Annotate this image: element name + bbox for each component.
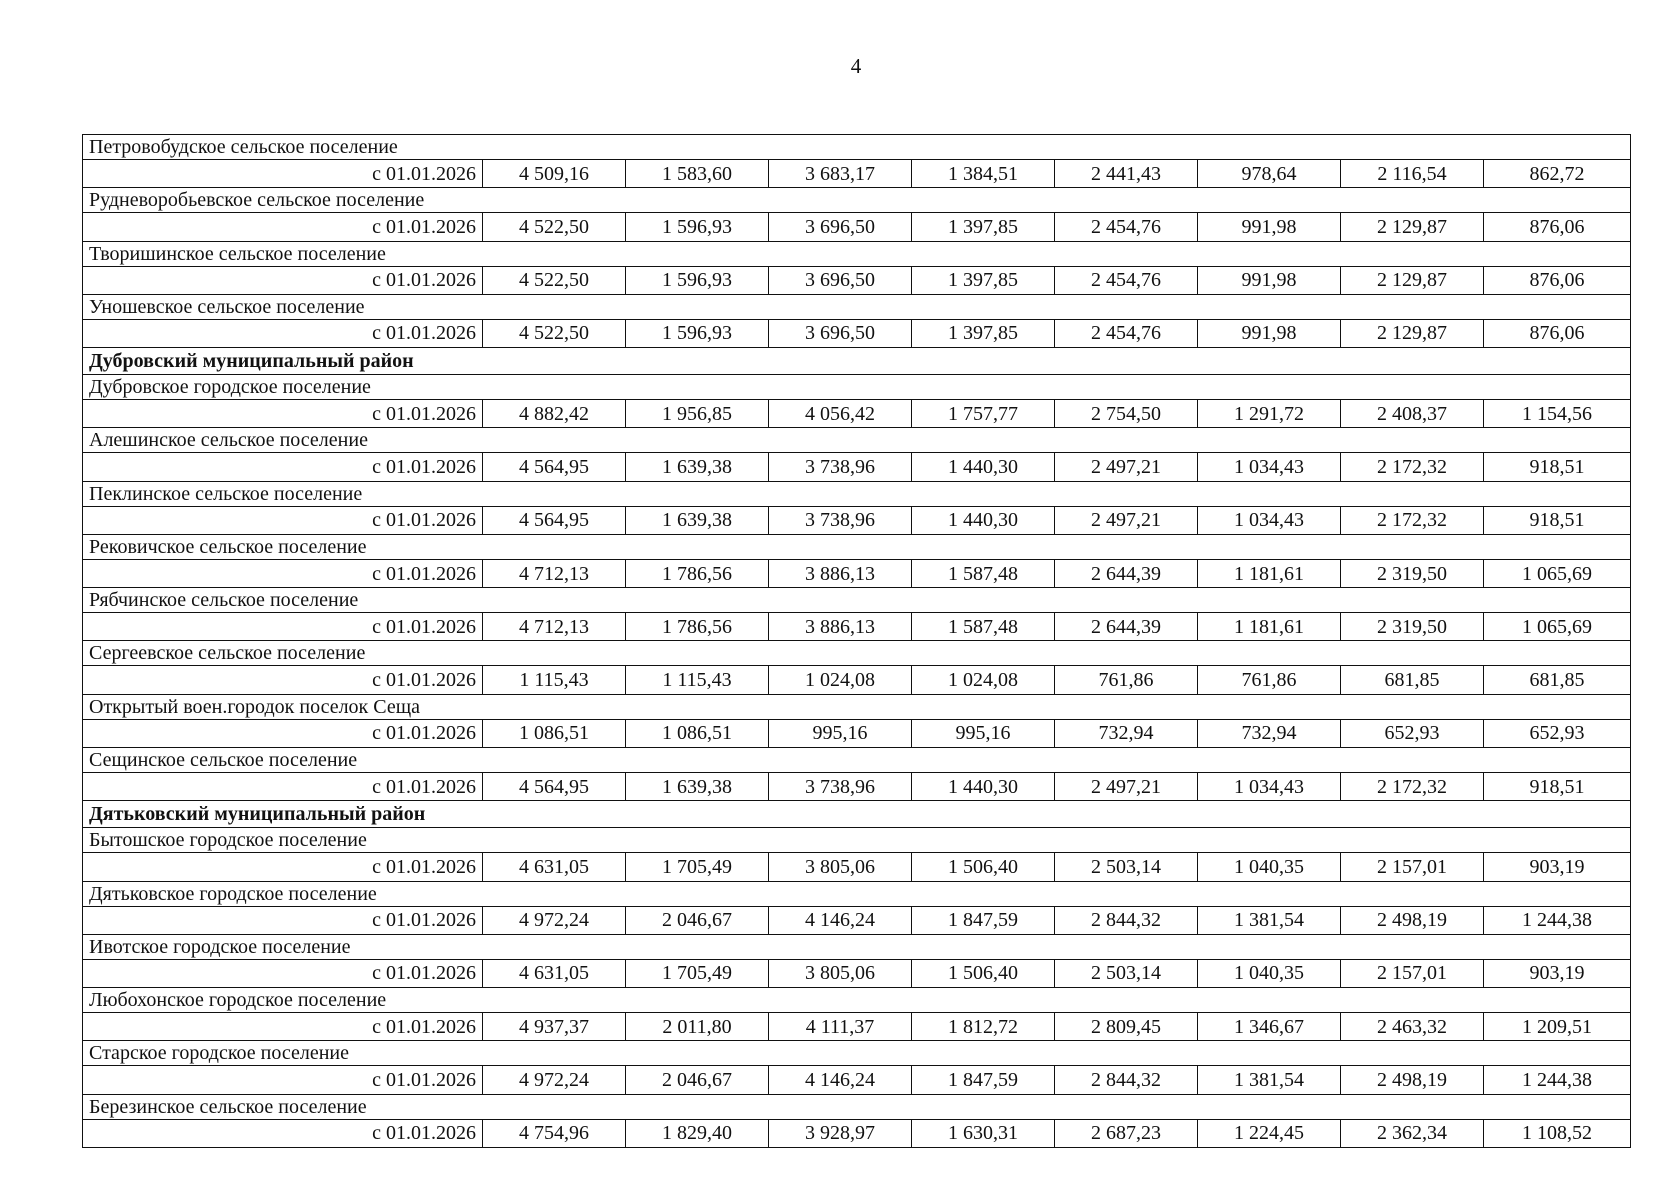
settlement-name-row xyxy=(83,375,1631,400)
tariff-value-cell: 876,06 xyxy=(1484,319,1631,347)
tariff-values-row xyxy=(83,772,1631,800)
settlement-name: Пеклинское сельское поселение xyxy=(83,481,1631,506)
settlement-name: Уношевское сельское поселение xyxy=(83,294,1631,319)
tariff-value-cell: 4 937,37 xyxy=(483,1013,626,1041)
tariff-value-cell: 1 829,40 xyxy=(626,1119,769,1147)
settlement-name: Березинское сельское поселение xyxy=(83,1094,1631,1119)
tariff-value-cell: 1 040,35 xyxy=(1198,959,1341,987)
tariff-value-cell: 2 503,14 xyxy=(1055,959,1198,987)
effective-date-cell: с 01.01.2026 xyxy=(83,613,483,641)
settlement-name-row xyxy=(83,588,1631,613)
settlement-name: Бытошское городское поселение xyxy=(83,828,1631,853)
tariff-value-cell: 3 738,96 xyxy=(769,506,912,534)
tariff-value-cell: 4 631,05 xyxy=(483,853,626,881)
tariff-value-cell: 1 034,43 xyxy=(1198,506,1341,534)
effective-date-cell: с 01.01.2026 xyxy=(83,853,483,881)
tariff-value-cell: 2 498,19 xyxy=(1341,906,1484,934)
tariff-value-cell: 1 630,31 xyxy=(912,1119,1055,1147)
tariff-value-cell: 1 040,35 xyxy=(1198,853,1341,881)
settlement-name: Сещинское сельское поселение xyxy=(83,747,1631,772)
tariff-value-cell: 903,19 xyxy=(1484,853,1631,881)
tariff-value-cell: 4 712,13 xyxy=(483,613,626,641)
tariff-value-cell: 918,51 xyxy=(1484,772,1631,800)
settlement-name-row xyxy=(83,641,1631,666)
tariff-value-cell: 1 596,93 xyxy=(626,319,769,347)
settlement-name-row xyxy=(83,428,1631,453)
tariff-values-row xyxy=(83,1066,1631,1094)
effective-date-cell: с 01.01.2026 xyxy=(83,666,483,694)
tariff-value-cell: 4 754,96 xyxy=(483,1119,626,1147)
tariff-value-cell: 1 440,30 xyxy=(912,506,1055,534)
tariff-table-body xyxy=(83,135,1631,1148)
tariff-value-cell: 1 384,51 xyxy=(912,160,1055,188)
effective-date-cell: с 01.01.2026 xyxy=(83,160,483,188)
tariff-value-cell: 681,85 xyxy=(1341,666,1484,694)
settlement-name: Рудневоробьевское сельское поселение xyxy=(83,188,1631,213)
tariff-value-cell: 1 024,08 xyxy=(912,666,1055,694)
tariff-value-cell: 4 522,50 xyxy=(483,319,626,347)
tariff-value-cell: 681,85 xyxy=(1484,666,1631,694)
tariff-value-cell: 991,98 xyxy=(1198,319,1341,347)
tariff-value-cell: 4 882,42 xyxy=(483,400,626,428)
district-name: Дубровский муниципальный район xyxy=(83,348,1631,375)
tariff-value-cell: 1 154,56 xyxy=(1484,400,1631,428)
tariff-value-cell: 2 046,67 xyxy=(626,1066,769,1094)
tariff-value-cell: 652,93 xyxy=(1341,719,1484,747)
tariff-values-row xyxy=(83,453,1631,481)
tariff-value-cell: 2 754,50 xyxy=(1055,400,1198,428)
effective-date-cell: с 01.01.2026 xyxy=(83,1119,483,1147)
tariff-values-row xyxy=(83,319,1631,347)
tariff-value-cell: 1 506,40 xyxy=(912,853,1055,881)
settlement-name-row xyxy=(83,1041,1631,1066)
tariff-value-cell: 918,51 xyxy=(1484,453,1631,481)
tariff-value-cell: 2 362,34 xyxy=(1341,1119,1484,1147)
tariff-values-row xyxy=(83,853,1631,881)
tariff-value-cell: 1 209,51 xyxy=(1484,1013,1631,1041)
tariff-value-cell: 1 847,59 xyxy=(912,906,1055,934)
settlement-name-row xyxy=(83,694,1631,719)
tariff-value-cell: 2 497,21 xyxy=(1055,453,1198,481)
district-name: Дятьковский муниципальный район xyxy=(83,801,1631,828)
effective-date-cell: с 01.01.2026 xyxy=(83,959,483,987)
tariff-value-cell: 2 844,32 xyxy=(1055,906,1198,934)
tariff-value-cell: 978,64 xyxy=(1198,160,1341,188)
settlement-name: Ивотское городское поселение xyxy=(83,934,1631,959)
tariff-value-cell: 1 583,60 xyxy=(626,160,769,188)
tariff-values-row xyxy=(83,906,1631,934)
tariff-value-cell: 2 498,19 xyxy=(1341,1066,1484,1094)
settlement-name-row xyxy=(83,294,1631,319)
tariff-value-cell: 2 809,45 xyxy=(1055,1013,1198,1041)
tariff-value-cell: 4 111,37 xyxy=(769,1013,912,1041)
tariff-value-cell: 4 509,16 xyxy=(483,160,626,188)
tariff-value-cell: 1 956,85 xyxy=(626,400,769,428)
tariff-value-cell: 761,86 xyxy=(1055,666,1198,694)
tariff-value-cell: 1 381,54 xyxy=(1198,1066,1341,1094)
tariff-value-cell: 1 244,38 xyxy=(1484,906,1631,934)
tariff-value-cell: 918,51 xyxy=(1484,506,1631,534)
tariff-value-cell: 732,94 xyxy=(1055,719,1198,747)
tariff-value-cell: 1 115,43 xyxy=(626,666,769,694)
tariff-value-cell: 2 116,54 xyxy=(1341,160,1484,188)
effective-date-cell: с 01.01.2026 xyxy=(83,559,483,587)
tariff-value-cell: 652,93 xyxy=(1484,719,1631,747)
settlement-name: Сергеевское сельское поселение xyxy=(83,641,1631,666)
settlement-name-row xyxy=(83,135,1631,160)
tariff-value-cell: 4 056,42 xyxy=(769,400,912,428)
effective-date-cell: с 01.01.2026 xyxy=(83,266,483,294)
settlement-name: Дубровское городское поселение xyxy=(83,375,1631,400)
page-number: 4 xyxy=(850,54,862,78)
tariff-value-cell: 1 587,48 xyxy=(912,613,1055,641)
tariff-values-row xyxy=(83,959,1631,987)
settlement-name: Алешинское сельское поселение xyxy=(83,428,1631,453)
tariff-value-cell: 3 738,96 xyxy=(769,453,912,481)
settlement-name-row xyxy=(83,934,1631,959)
tariff-value-cell: 1 181,61 xyxy=(1198,613,1341,641)
tariff-value-cell: 1 587,48 xyxy=(912,559,1055,587)
tariff-value-cell: 1 034,43 xyxy=(1198,772,1341,800)
tariff-value-cell: 4 564,95 xyxy=(483,772,626,800)
tariff-value-cell: 2 497,21 xyxy=(1055,506,1198,534)
tariff-value-cell: 1 181,61 xyxy=(1198,559,1341,587)
tariff-value-cell: 3 738,96 xyxy=(769,772,912,800)
tariff-value-cell: 1 065,69 xyxy=(1484,559,1631,587)
tariff-value-cell: 1 034,43 xyxy=(1198,453,1341,481)
tariff-value-cell: 1 786,56 xyxy=(626,559,769,587)
tariff-value-cell: 1 024,08 xyxy=(769,666,912,694)
tariff-value-cell: 761,86 xyxy=(1198,666,1341,694)
tariff-value-cell: 2 172,32 xyxy=(1341,453,1484,481)
tariff-value-cell: 4 972,24 xyxy=(483,906,626,934)
district-heading-row xyxy=(83,801,1631,828)
effective-date-cell: с 01.01.2026 xyxy=(83,1066,483,1094)
tariff-value-cell: 4 146,24 xyxy=(769,906,912,934)
tariff-value-cell: 3 696,50 xyxy=(769,266,912,294)
tariff-value-cell: 1 847,59 xyxy=(912,1066,1055,1094)
tariff-values-row xyxy=(83,1013,1631,1041)
settlement-name: Творишинское сельское поселение xyxy=(83,241,1631,266)
tariff-value-cell: 1 639,38 xyxy=(626,453,769,481)
settlement-name: Старское городское поселение xyxy=(83,1041,1631,1066)
tariff-value-cell: 876,06 xyxy=(1484,266,1631,294)
tariff-value-cell: 2 046,67 xyxy=(626,906,769,934)
tariff-value-cell: 862,72 xyxy=(1484,160,1631,188)
tariff-values-row xyxy=(83,266,1631,294)
tariff-value-cell: 1 639,38 xyxy=(626,772,769,800)
tariff-values-row xyxy=(83,666,1631,694)
settlement-name: Рябчинское сельское поселение xyxy=(83,588,1631,613)
tariff-value-cell: 3 696,50 xyxy=(769,213,912,241)
tariff-value-cell: 3 683,17 xyxy=(769,160,912,188)
settlement-name: Любохонское городское поселение xyxy=(83,988,1631,1013)
tariff-value-cell: 1 397,85 xyxy=(912,213,1055,241)
effective-date-cell: с 01.01.2026 xyxy=(83,1013,483,1041)
tariff-value-cell: 2 687,23 xyxy=(1055,1119,1198,1147)
tariff-value-cell: 2 172,32 xyxy=(1341,506,1484,534)
tariff-value-cell: 3 886,13 xyxy=(769,559,912,587)
tariff-value-cell: 876,06 xyxy=(1484,213,1631,241)
tariff-value-cell: 4 631,05 xyxy=(483,959,626,987)
tariff-value-cell: 2 497,21 xyxy=(1055,772,1198,800)
tariff-value-cell: 2 129,87 xyxy=(1341,213,1484,241)
tariff-value-cell: 3 928,97 xyxy=(769,1119,912,1147)
settlement-name-row xyxy=(83,988,1631,1013)
effective-date-cell: с 01.01.2026 xyxy=(83,319,483,347)
effective-date-cell: с 01.01.2026 xyxy=(83,506,483,534)
tariff-value-cell: 1 506,40 xyxy=(912,959,1055,987)
settlement-name-row xyxy=(83,747,1631,772)
tariff-value-cell: 2 129,87 xyxy=(1341,319,1484,347)
tariff-value-cell: 991,98 xyxy=(1198,213,1341,241)
settlement-name: Дятьковское городское поселение xyxy=(83,881,1631,906)
settlement-name-row xyxy=(83,1094,1631,1119)
tariff-value-cell: 2 319,50 xyxy=(1341,613,1484,641)
tariff-value-cell: 3 805,06 xyxy=(769,959,912,987)
tariff-table xyxy=(82,134,1631,1148)
settlement-name: Петровобудское сельское поселение xyxy=(83,135,1631,160)
tariff-values-row xyxy=(83,719,1631,747)
tariff-value-cell: 1 397,85 xyxy=(912,319,1055,347)
tariff-value-cell: 1 065,69 xyxy=(1484,613,1631,641)
tariff-value-cell: 2 319,50 xyxy=(1341,559,1484,587)
tariff-value-cell: 991,98 xyxy=(1198,266,1341,294)
tariff-value-cell: 4 564,95 xyxy=(483,506,626,534)
tariff-value-cell: 1 705,49 xyxy=(626,853,769,881)
tariff-value-cell: 4 972,24 xyxy=(483,1066,626,1094)
tariff-value-cell: 2 172,32 xyxy=(1341,772,1484,800)
settlement-name-row xyxy=(83,828,1631,853)
tariff-value-cell: 1 705,49 xyxy=(626,959,769,987)
effective-date-cell: с 01.01.2026 xyxy=(83,906,483,934)
tariff-value-cell: 3 886,13 xyxy=(769,613,912,641)
tariff-values-row xyxy=(83,160,1631,188)
effective-date-cell: с 01.01.2026 xyxy=(83,453,483,481)
tariff-value-cell: 4 522,50 xyxy=(483,213,626,241)
tariff-value-cell: 2 454,76 xyxy=(1055,319,1198,347)
tariff-value-cell: 2 454,76 xyxy=(1055,266,1198,294)
settlement-name-row xyxy=(83,481,1631,506)
tariff-value-cell: 1 786,56 xyxy=(626,613,769,641)
tariff-value-cell: 2 408,37 xyxy=(1341,400,1484,428)
tariff-value-cell: 4 146,24 xyxy=(769,1066,912,1094)
tariff-value-cell: 1 440,30 xyxy=(912,453,1055,481)
settlement-name: Рековичское сельское поселение xyxy=(83,534,1631,559)
tariff-value-cell: 1 757,77 xyxy=(912,400,1055,428)
tariff-value-cell: 2 157,01 xyxy=(1341,959,1484,987)
effective-date-cell: с 01.01.2026 xyxy=(83,719,483,747)
tariff-value-cell: 1 596,93 xyxy=(626,213,769,241)
effective-date-cell: с 01.01.2026 xyxy=(83,213,483,241)
tariff-value-cell: 3 805,06 xyxy=(769,853,912,881)
tariff-value-cell: 995,16 xyxy=(769,719,912,747)
tariff-value-cell: 2 644,39 xyxy=(1055,613,1198,641)
tariff-value-cell: 2 463,32 xyxy=(1341,1013,1484,1041)
tariff-value-cell: 1 346,67 xyxy=(1198,1013,1341,1041)
tariff-value-cell: 2 844,32 xyxy=(1055,1066,1198,1094)
settlement-name-row xyxy=(83,534,1631,559)
settlement-name-row xyxy=(83,241,1631,266)
settlement-name-row xyxy=(83,881,1631,906)
tariff-value-cell: 1 381,54 xyxy=(1198,906,1341,934)
tariff-values-row xyxy=(83,506,1631,534)
tariff-value-cell: 995,16 xyxy=(912,719,1055,747)
tariff-value-cell: 1 086,51 xyxy=(483,719,626,747)
tariff-value-cell: 1 291,72 xyxy=(1198,400,1341,428)
tariff-value-cell: 1 108,52 xyxy=(1484,1119,1631,1147)
tariff-value-cell: 2 454,76 xyxy=(1055,213,1198,241)
tariff-value-cell: 1 812,72 xyxy=(912,1013,1055,1041)
effective-date-cell: с 01.01.2026 xyxy=(83,772,483,800)
settlement-name: Открытый воен.городок поселок Сеща xyxy=(83,694,1631,719)
tariff-value-cell: 2 503,14 xyxy=(1055,853,1198,881)
tariff-value-cell: 2 644,39 xyxy=(1055,559,1198,587)
tariff-values-row xyxy=(83,613,1631,641)
tariff-value-cell: 903,19 xyxy=(1484,959,1631,987)
tariff-value-cell: 3 696,50 xyxy=(769,319,912,347)
tariff-value-cell: 1 397,85 xyxy=(912,266,1055,294)
tariff-value-cell: 1 224,45 xyxy=(1198,1119,1341,1147)
tariff-value-cell: 4 712,13 xyxy=(483,559,626,587)
tariff-values-row xyxy=(83,559,1631,587)
tariff-value-cell: 2 129,87 xyxy=(1341,266,1484,294)
tariff-value-cell: 1 115,43 xyxy=(483,666,626,694)
tariff-value-cell: 1 639,38 xyxy=(626,506,769,534)
tariff-value-cell: 2 011,80 xyxy=(626,1013,769,1041)
tariff-value-cell: 4 522,50 xyxy=(483,266,626,294)
effective-date-cell: с 01.01.2026 xyxy=(83,400,483,428)
tariff-value-cell: 732,94 xyxy=(1198,719,1341,747)
tariff-values-row xyxy=(83,213,1631,241)
tariff-value-cell: 1 440,30 xyxy=(912,772,1055,800)
tariff-value-cell: 4 564,95 xyxy=(483,453,626,481)
settlement-name-row xyxy=(83,188,1631,213)
tariff-values-row xyxy=(83,1119,1631,1147)
tariff-value-cell: 1 086,51 xyxy=(626,719,769,747)
tariff-value-cell: 2 441,43 xyxy=(1055,160,1198,188)
district-heading-row xyxy=(83,348,1631,375)
tariff-values-row xyxy=(83,400,1631,428)
tariff-value-cell: 2 157,01 xyxy=(1341,853,1484,881)
tariff-value-cell: 1 244,38 xyxy=(1484,1066,1631,1094)
tariff-value-cell: 1 596,93 xyxy=(626,266,769,294)
